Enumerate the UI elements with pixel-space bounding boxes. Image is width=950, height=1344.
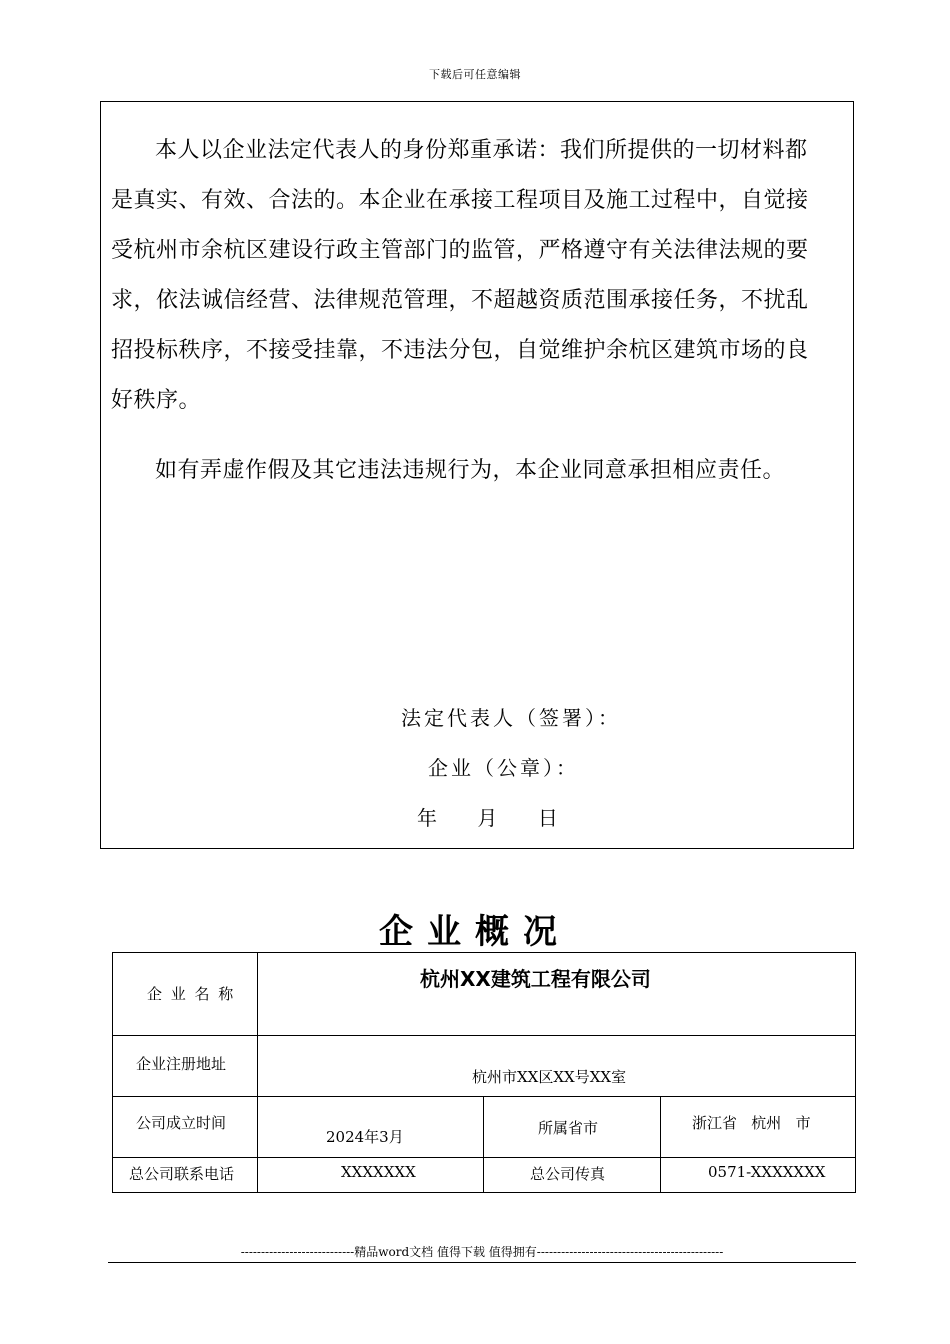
- fax-label-cell: [484, 1158, 661, 1192]
- province-value-cell: [661, 1097, 856, 1158]
- pledge-box: [100, 101, 854, 849]
- province-label-cell: [484, 1097, 661, 1158]
- company-overview-table: [112, 952, 856, 1193]
- name-label-cell: [113, 953, 258, 1036]
- province-label: 所属省市: [538, 1119, 599, 1137]
- page-header-note: 下载后可任意编辑: [429, 68, 521, 81]
- address-label-cell: [113, 1036, 258, 1097]
- founded-label: 公司成立时间: [136, 1114, 227, 1132]
- province-value: 浙江省 杭州 市: [692, 1114, 811, 1132]
- founded-value: 2024年3月: [326, 1128, 404, 1146]
- address-value: 杭州市XX区XX号XX室: [472, 1068, 627, 1086]
- founded-label-cell: [113, 1097, 258, 1158]
- founded-value-cell: [258, 1097, 484, 1158]
- date-label: 年 月 日: [417, 806, 561, 830]
- legal-rep-signature-label: 法定代表人（签署）：: [401, 706, 621, 730]
- address-value-cell: [258, 1036, 856, 1097]
- phone-value: XXXXXXX: [341, 1163, 416, 1181]
- name-label: 企 业 名 称: [147, 985, 236, 1003]
- pledge-paragraph-2: 如有弄虚作假及其它违法违规行为，本企业同意承担相应责任。: [155, 458, 786, 483]
- phone-label-cell: [113, 1158, 258, 1192]
- name-value-cell: [258, 953, 856, 1036]
- fax-value-cell: [661, 1158, 856, 1192]
- page-footer: ----------------------------精品word文档 值得下载 值得拥有----------------------------------------------: [240, 1245, 724, 1259]
- fax-label: 总公司传真: [530, 1165, 606, 1183]
- fax-value: 0571-XXXXXXX: [708, 1163, 826, 1181]
- pledge-paragraph-1: 本人以企业法定代表人的身份郑重承诺：我们所提供的一切材料都是真实、有效、合法的。本企业在承接工程项目及施工过程中，自觉接受杭州市余杭区建设行政主管部门的监管，严格遵守有关法律法规的要求，依法诚信经营、法律规范管理，不超越资质范围承接任务，不扰乱招投标秩序，不接受挂靠，不违法分包，自觉维护余杭区建筑市场的良好秩序。: [111, 138, 809, 413]
- company-seal-label: 企业（公章）：: [428, 756, 579, 780]
- company-name: 杭州XX建筑工程有限公司: [420, 967, 651, 991]
- phone-value-cell: [258, 1158, 484, 1192]
- phone-label: 总公司联系电话: [129, 1165, 235, 1183]
- section-title: 企业概况: [379, 912, 571, 952]
- address-label: 企业注册地址: [136, 1055, 227, 1073]
- footer-divider: [108, 1262, 856, 1263]
